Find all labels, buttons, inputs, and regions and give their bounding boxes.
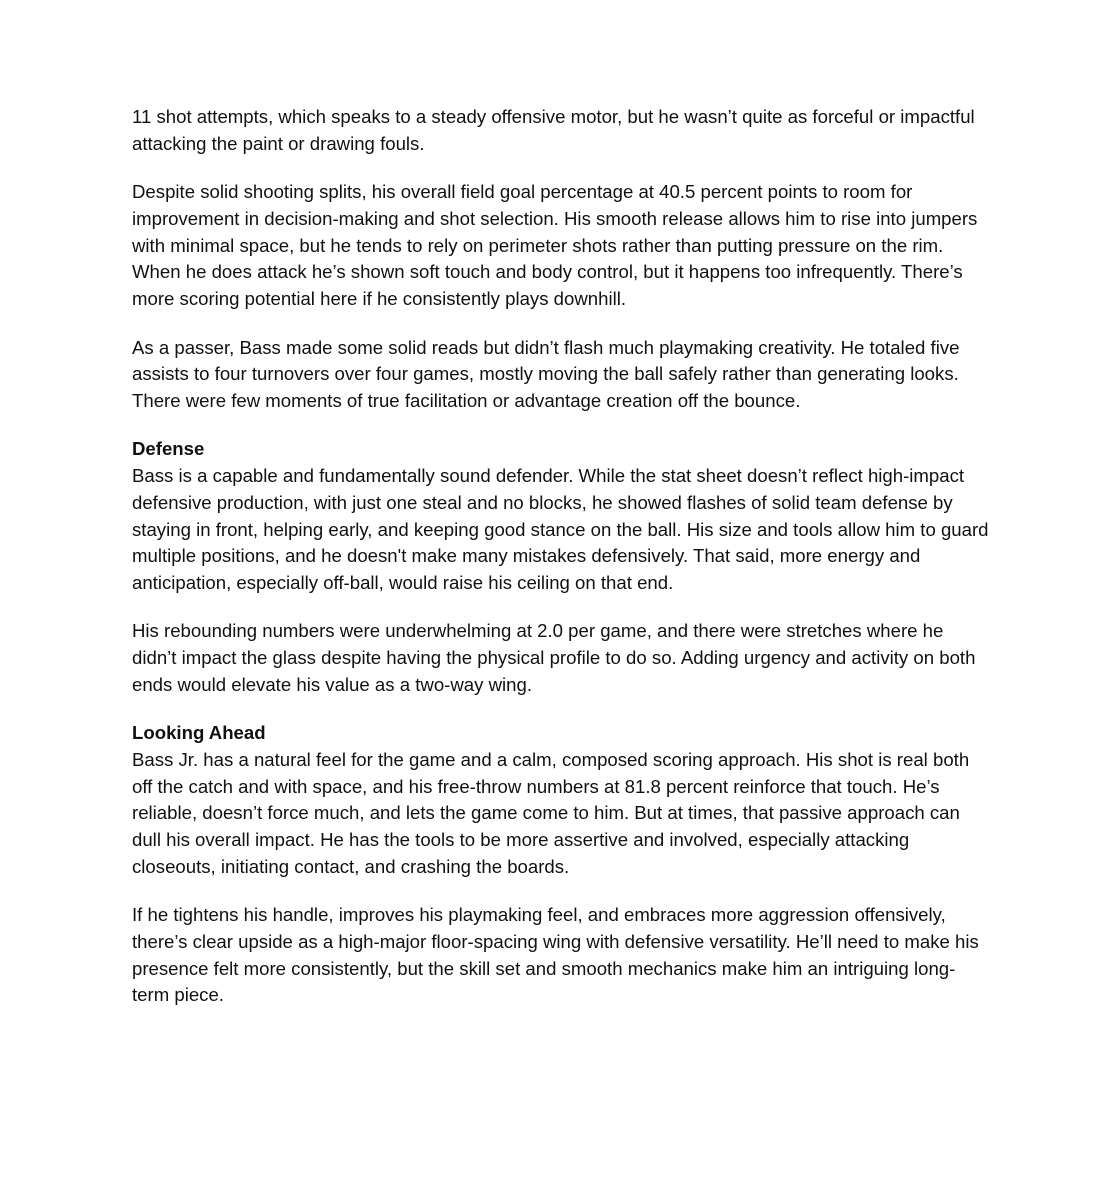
section-heading-looking-ahead: Looking Ahead [132, 722, 266, 744]
paragraph-shooting-splits: Despite solid shooting splits, his overall field goal percentage at 40.5 percent points to room for improvement in decision-making and shot selection. His smooth release allows him to rise into jumpers with minimal space, but he tends to rely on perimeter shots rather than putting pressure on the rim. When he does attack he’s shown soft touch and body control, but it happens too infrequently. There’s more scoring potential here if he consistently plays downhill. [132, 181, 978, 310]
paragraph-passing: As a passer, Bass made some solid reads but didn’t flash much playmaking creativity. He totaled five assists to four turnovers over four games, mostly moving the ball safely rather than generating looks. There were few moments of true facilitation or advantage creation off the bounce. [132, 336, 960, 411]
section-defense [132, 436, 992, 698]
document-page [132, 104, 992, 1031]
paragraph-rebounding: His rebounding numbers were underwhelming at 2.0 per game, and there were stretches where he didn’t impact the glass despite having the physical profile to do so. Adding urgency and activity on both ends would elevate his value as a two-way wing. [132, 620, 976, 695]
section-looking-ahead [132, 720, 992, 1009]
paragraph-shot-attempts: 11 shot attempts, which speaks to a steady offensive motor, but he wasn’t quite as forceful or impactful attacking the paint or drawing fouls. [132, 106, 975, 154]
paragraph-upside: If he tightens his handle, improves his playmaking feel, and embraces more aggression offensively, there’s clear upside as a high-major floor-spacing wing with defensive versatility. He’ll need to make his presence felt more consistently, but the skill set and smooth mechanics make him an intriguing long-term piece. [132, 904, 979, 1006]
section-heading-defense: Defense [132, 438, 205, 460]
paragraph-outlook: Bass Jr. has a natural feel for the game and a calm, composed scoring approach. His shot is real both off the catch and with space, and his free-throw numbers at 81.8 percent reinforce that touch. He’s reliable, doesn’t force much, and lets the game come to him. But at times, that passive approach can dull his overall impact. He has the tools to be more assertive and involved, especially attacking closeouts, initiating contact, and crashing the boards. [132, 749, 970, 877]
paragraph-defense: Bass is a capable and fundamentally sound defender. While the stat sheet doesn’t reflect high-impact defensive production, with just one steal and no blocks, he showed flashes of solid team defense by staying in front, helping early, and keeping good stance on the ball. His size and tools allow him to guard multiple positions, and he doesn't make many mistakes defensively. That said, more energy and anticipation, especially off-ball, would raise his ceiling on that end. [132, 465, 989, 593]
